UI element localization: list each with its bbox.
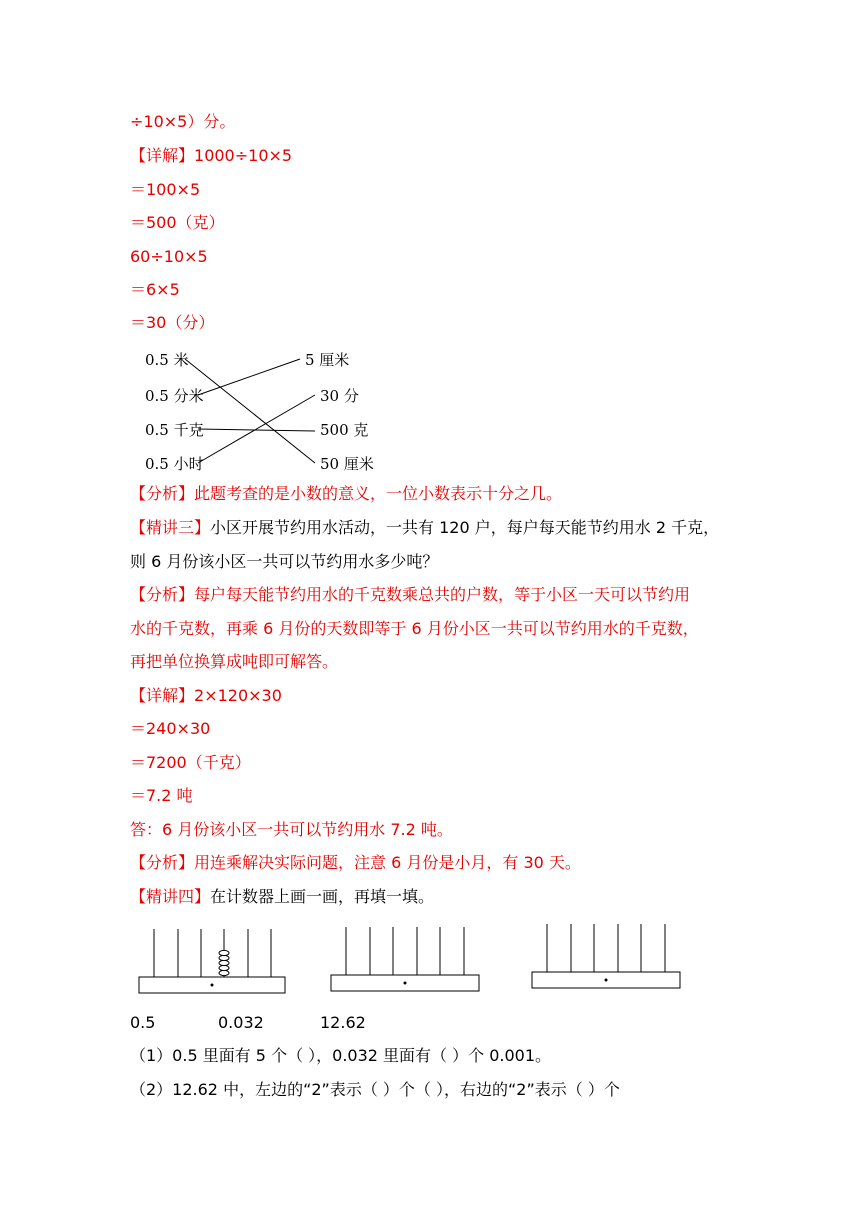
detail-tag: 【详解】 (130, 146, 195, 165)
problem-tag: 【精讲三】 (130, 518, 211, 537)
left-item: 0.5 小时 (145, 455, 204, 473)
analysis-line: 水的千克数，再乘 6 月份的天数即等于 6 月份小区一共可以节约用水的千克数， (130, 619, 699, 638)
analysis-line (130, 484, 562, 504)
match-line (185, 359, 315, 463)
left-item: 0.5 千克 (145, 421, 204, 439)
left-item: 0.5 分米 (145, 387, 204, 405)
matching-diagram (140, 345, 390, 475)
abacus-beads (219, 950, 229, 975)
detail-tag: 【详解】 (130, 686, 195, 705)
analysis-tag: 【分析】 (130, 853, 195, 872)
right-item: 5 厘米 (305, 351, 350, 369)
abacus-dot (211, 984, 214, 987)
problem-line (130, 518, 719, 538)
calc-step: ＝7200（千克） (130, 753, 251, 772)
detail-line (130, 686, 282, 706)
abacus-3 (531, 920, 683, 992)
analysis-text: 用连乘解决实际问题，注意 6 月份是小月，有 30 天。 (194, 853, 581, 872)
detail-line (130, 146, 292, 166)
analysis-text: 此题考查的是小数的意义，一位小数表示十分之几。 (194, 484, 563, 503)
answer-line: 答：6 月份该小区一共可以节约用水 7.2 吨。 (130, 820, 453, 839)
bead (219, 970, 229, 975)
analysis-tag: 【分析】 (130, 484, 195, 503)
analysis-line: 再把单位换算成吨即可解答。 (130, 652, 339, 671)
left-item: 0.5 米 (145, 351, 189, 369)
match-line (198, 359, 300, 395)
abacus-1 (138, 925, 288, 997)
calc-step: ＝6×5 (130, 280, 180, 299)
bead (219, 965, 229, 970)
line-continuation: ÷10×5）分。 (130, 112, 236, 131)
abacus-label: 0.032 (218, 1013, 264, 1032)
calc-step: ＝100×5 (130, 180, 201, 199)
analysis-line (130, 585, 690, 605)
problem-tag: 【精讲四】 (130, 887, 211, 906)
calc-step: ＝30（分） (130, 313, 215, 332)
problem-line: 则 6 月份该小区一共可以节约用水多少吨？ (130, 552, 439, 571)
right-item: 500 克 (320, 421, 369, 439)
calc-step: ＝7.2 吨 (130, 786, 193, 805)
abacus-dot (404, 982, 407, 985)
bead (219, 950, 229, 955)
detail-expression: 2×120×30 (194, 686, 282, 705)
detail-expression: 1000÷10×5 (194, 146, 293, 165)
abacus-dot (605, 979, 608, 982)
problem-text: 小区开展节约用水活动，一共有 120 户，每户每天能节约用水 2 千克， (210, 518, 720, 537)
analysis-tag: 【分析】 (130, 585, 195, 604)
calc-step: ＝240×30 (130, 719, 211, 738)
analysis-line (130, 853, 581, 873)
bead (219, 960, 229, 965)
right-item: 30 分 (320, 387, 359, 405)
analysis-text: 每户每天能节约用水的千克数乘总共的户数，等于小区一天可以节约用 (194, 585, 691, 604)
calc-step: 60÷10×5 (130, 247, 208, 266)
question-1: （1）0.5 里面有 5 个（ ），0.032 里面有（ ）个 0.001。 (130, 1046, 552, 1065)
abacus-label: 12.62 (320, 1013, 366, 1032)
abacus-label: 0.5 (130, 1013, 156, 1032)
bead (219, 955, 229, 960)
abacus-2 (330, 923, 482, 995)
problem-text: 在计数器上画一画，再填一填。 (210, 887, 435, 906)
problem-line (130, 887, 434, 907)
calc-step: ＝500（克） (130, 213, 225, 232)
question-2: （2）12.62 中，左边的“2”表示（ ）个（ ），右边的“2”表示（ ）个 (130, 1080, 620, 1099)
right-item: 50 厘米 (320, 455, 374, 473)
